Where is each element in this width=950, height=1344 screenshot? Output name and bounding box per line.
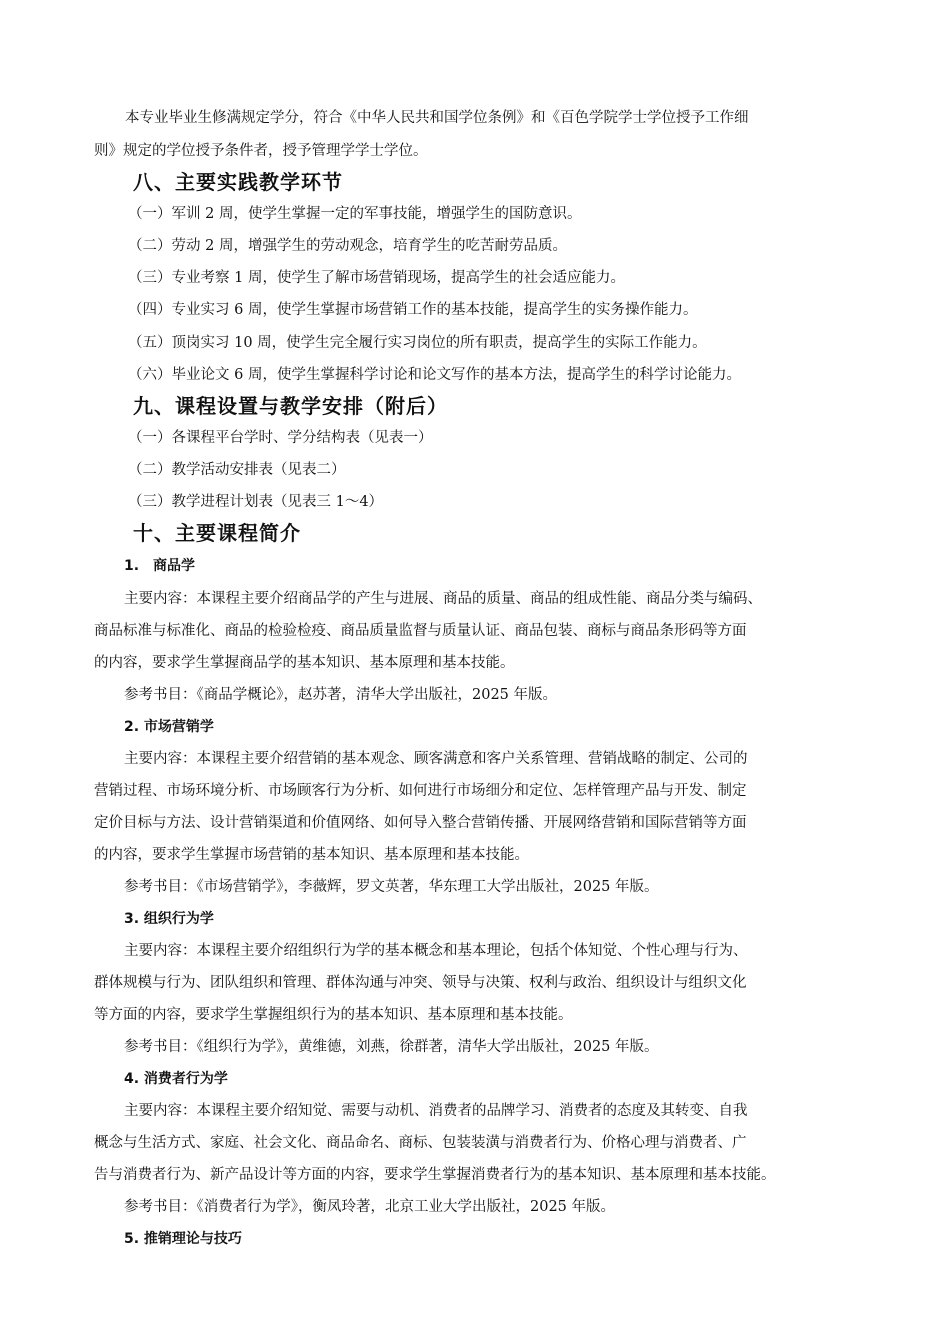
- course-content-line: 主要内容：本课程主要介绍营销的基本观念、顾客满意和客户关系管理、营销战略的制定、公司的: [124, 751, 748, 767]
- section-heading-curriculum: 九、课程设置与教学安排（附后）: [133, 394, 448, 418]
- course-content-line: 群体规模与行为、团队组织和管理、群体沟通与冲突、领导与决策、权利与政治、组织设计与组织文化: [94, 975, 747, 991]
- course-content-line: 主要内容：本课程主要介绍知觉、需要与动机、消费者的品牌学习、消费者的态度及其转变、自我: [124, 1103, 748, 1119]
- course-content-line: 告与消费者行为、新产品设计等方面的内容，要求学生掌握消费者行为的基本知识、基本原理和基本技能。: [94, 1167, 776, 1183]
- course-content-line: 主要内容：本课程主要介绍商品学的产生与进展、商品的质量、商品的组成性能、商品分类与编码、: [124, 591, 762, 607]
- intro-line-2: 则》规定的学位授予条件者，授予管理学学士学位。: [94, 143, 428, 159]
- course-title: 2. 市场营销学: [124, 719, 214, 735]
- course-content-line: 商品标准与标准化、商品的检验检疫、商品质量监督与质量认证、商品包装、商标与商品条形码等方面: [94, 623, 747, 639]
- course-content-line: 的内容，要求学生掌握市场营销的基本知识、基本原理和基本技能。: [94, 847, 529, 863]
- curriculum-item: （三）教学进程计划表（见表三 1～4）: [128, 494, 384, 510]
- intro-line-1: 本专业毕业生修满规定学分，符合《中华人民共和国学位条例》和《百色学院学士学位授予工作细: [125, 110, 749, 126]
- practice-item: （四）专业实习 6 周，使学生掌握市场营销工作的基本技能，提高学生的实务操作能力。: [128, 302, 698, 318]
- practice-item: （三）专业考察 1 周，使学生了解市场营销现场，提高学生的社会适应能力。: [128, 270, 625, 286]
- course-title: 1. 商品学: [124, 558, 196, 574]
- practice-item: （二）劳动 2 周，增强学生的劳动观念，培育学生的吃苦耐劳品质。: [128, 238, 567, 254]
- course-title: 4. 消费者行为学: [124, 1071, 228, 1087]
- practice-item: （六）毕业论文 6 周，使学生掌握科学讨论和论文写作的基本方法，提高学生的科学讨论能力。: [128, 367, 741, 383]
- course-reference: 参考书目：《商品学概论》，赵苏著，清华大学出版社，2025 年版。: [124, 687, 558, 703]
- course-title: 5. 推销理论与技巧: [124, 1231, 242, 1247]
- practice-item: （一）军训 2 周，使学生掌握一定的军事技能，增强学生的国防意识。: [128, 206, 582, 222]
- course-content-line: 营销过程、市场环境分析、市场顾客行为分析、如何进行市场细分和定位、怎样管理产品与开发、制定: [94, 783, 747, 799]
- course-reference: 参考书目：《消费者行为学》，衡凤玲著，北京工业大学出版社，2025 年版。: [124, 1199, 616, 1215]
- course-reference: 参考书目：《组织行为学》，黄维德，刘燕，徐群著，清华大学出版社，2025 年版。: [124, 1039, 659, 1055]
- course-title: 3. 组织行为学: [124, 911, 214, 927]
- course-content-line: 主要内容：本课程主要介绍组织行为学的基本概念和基本理论，包括个体知觉、个性心理与行为、: [124, 943, 748, 959]
- course-content-line: 概念与生活方式、家庭、社会文化、商品命名、商标、包装装潢与消费者行为、价格心理与消费者、广: [94, 1135, 747, 1151]
- practice-item: （五）顶岗实习 10 周，使学生完全履行实习岗位的所有职责，提高学生的实际工作能力。: [128, 335, 707, 351]
- course-content-line: 定价目标与方法、设计营销渠道和价值网络、如何导入整合营销传播、开展网络营销和国际营销等方面: [94, 815, 747, 831]
- section-heading-courses: 十、主要课程简介: [133, 521, 301, 545]
- section-heading-practice: 八、主要实践教学环节: [133, 170, 343, 194]
- curriculum-item: （二）教学活动安排表（见表二）: [128, 462, 346, 478]
- curriculum-item: （一）各课程平台学时、学分结构表（见表一）: [128, 430, 433, 446]
- course-reference: 参考书目：《市场营销学》，李薇辉，罗文英著，华东理工大学出版社，2025 年版。: [124, 879, 659, 895]
- course-content-line: 的内容，要求学生掌握商品学的基本知识、基本原理和基本技能。: [94, 655, 515, 671]
- course-content-line: 等方面的内容，要求学生掌握组织行为的基本知识、基本原理和基本技能。: [94, 1007, 573, 1023]
